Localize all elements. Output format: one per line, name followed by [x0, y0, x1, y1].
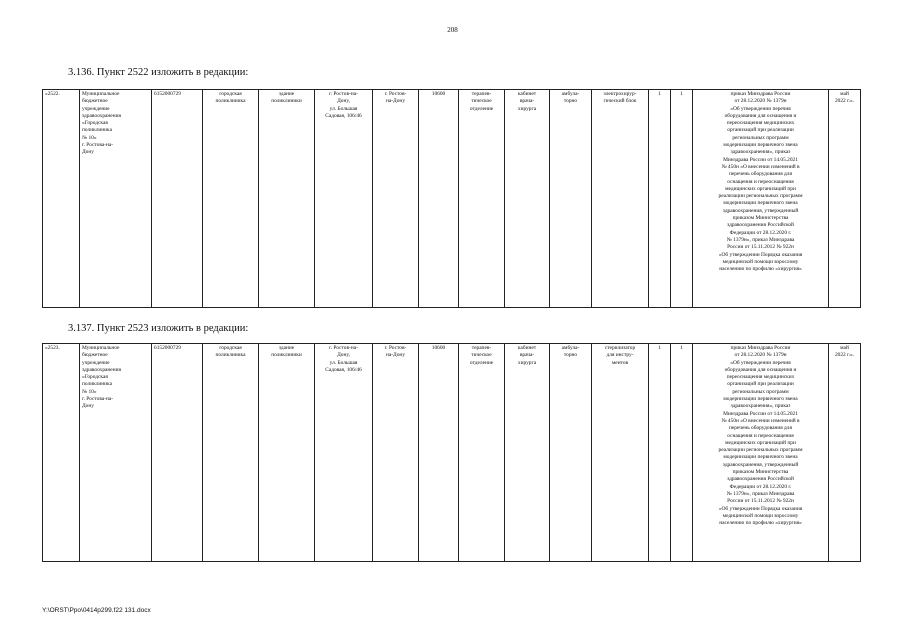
cell-care-type: амбула- торно [550, 90, 592, 308]
footer-file-path: Y:\ORST\Ppo\0414p299.f22 131.docx [42, 607, 151, 614]
cell-department: терапев- тическое отделение [459, 344, 505, 562]
cell-quantity-1: 1 [649, 90, 671, 308]
cell-code: 10600 [419, 90, 459, 308]
cell-quantity-2: 1 [671, 90, 693, 308]
table-row [43, 344, 861, 562]
cell-inn: 6152000729 [152, 344, 203, 562]
cell-quantity-1: 1 [649, 344, 671, 562]
cell-date: май 2022 г.». [829, 90, 861, 308]
section-heading-2: 3.137. Пункт 2523 изложить в редакции: [68, 323, 249, 334]
cell-cabinet: кабинет врача- хирурга [505, 344, 550, 562]
cell-type: городская поликлиника [203, 344, 259, 562]
record-table-2523 [42, 343, 861, 562]
table-row [43, 90, 861, 308]
cell-city: г. Ростов- на-Дону [373, 344, 419, 562]
record-table-2522 [42, 89, 861, 308]
cell-department: терапев- тическое отделение [459, 90, 505, 308]
cell-inn: 6152000729 [152, 90, 203, 308]
cell-type: городская поликлиника [203, 90, 259, 308]
cell-building: здание поликлиники [259, 90, 315, 308]
cell-organization: Муниципальное бюджетное учреждение здравоохранения «Городская поликлиника № 10» г. Ростова-на- Дону [80, 90, 152, 308]
cell-equipment: электрохирур- гический блок [592, 90, 649, 308]
cell-number: «2523. [43, 344, 80, 562]
page-number: 208 [447, 26, 458, 34]
cell-basis: приказ Минздрава России от 28.12.2020 № 1379н «Об утверждении перечня оборудования для оснащения и переоснащения медицинских организаций при реализации региональных программ модернизации первичного звена здравоохранения», приказ Минздрава России от 14.05.2021 № 450н «О внесении изменений в перечень оборудования для оснащения и переоснащения медицинских организаций при реализации региональных программ модернизации первичного звена здравоохранения, утвержденный приказом Министерства здравоохранения Российской Федерации от 28.12.2020 г. № 1379н», приказ Минздрава России от 15.11.2012 № 922н «Об утверждении Порядка оказания медицинской помощи взрослому населению по профилю «хирургия» [693, 90, 829, 308]
cell-code: 10600 [419, 344, 459, 562]
cell-address: г. Ростов-на- Дону, ул. Большая Садовая, 106/46 [315, 90, 373, 308]
cell-number: «2522. [43, 90, 80, 308]
cell-cabinet: кабинет врача- хирурга [505, 90, 550, 308]
section-heading-1: 3.136. Пункт 2522 изложить в редакции: [68, 67, 249, 78]
cell-care-type: амбула- торно [550, 344, 592, 562]
cell-building: здание поликлиники [259, 344, 315, 562]
cell-address: г. Ростов-на- Дону, ул. Большая Садовая, 106/46 [315, 344, 373, 562]
cell-date: май 2022 г.». [829, 344, 861, 562]
cell-city: г. Ростов- на-Дону [373, 90, 419, 308]
cell-quantity-2: 1 [671, 344, 693, 562]
cell-basis: приказ Минздрава России от 28.12.2020 № 1379н «Об утверждении перечня оборудования для оснащения и переоснащения медицинских организаций при реализации региональных программ модернизации первичного звена здравоохранения», приказ Минздрава России от 14.05.2021 № 450н «О внесении изменений в перечень оборудования для оснащения и переоснащения медицинских организаций при реализации региональных программ модернизации первичного звена здравоохранения, утвержденный приказом Министерства здравоохранения Российской Федерации от 28.12.2020 г. № 1379н», приказ Минздрава России от 15.11.2012 № 922н «Об утверждении Порядка оказания медицинской помощи взрослому населению по профилю «хирургия» [693, 344, 829, 562]
cell-organization: Муниципальное бюджетное учреждение здравоохранения «Городская поликлиника № 10» г. Ростова-на- Дону [80, 344, 152, 562]
cell-equipment: стерилизатор для инстру- ментов [592, 344, 649, 562]
